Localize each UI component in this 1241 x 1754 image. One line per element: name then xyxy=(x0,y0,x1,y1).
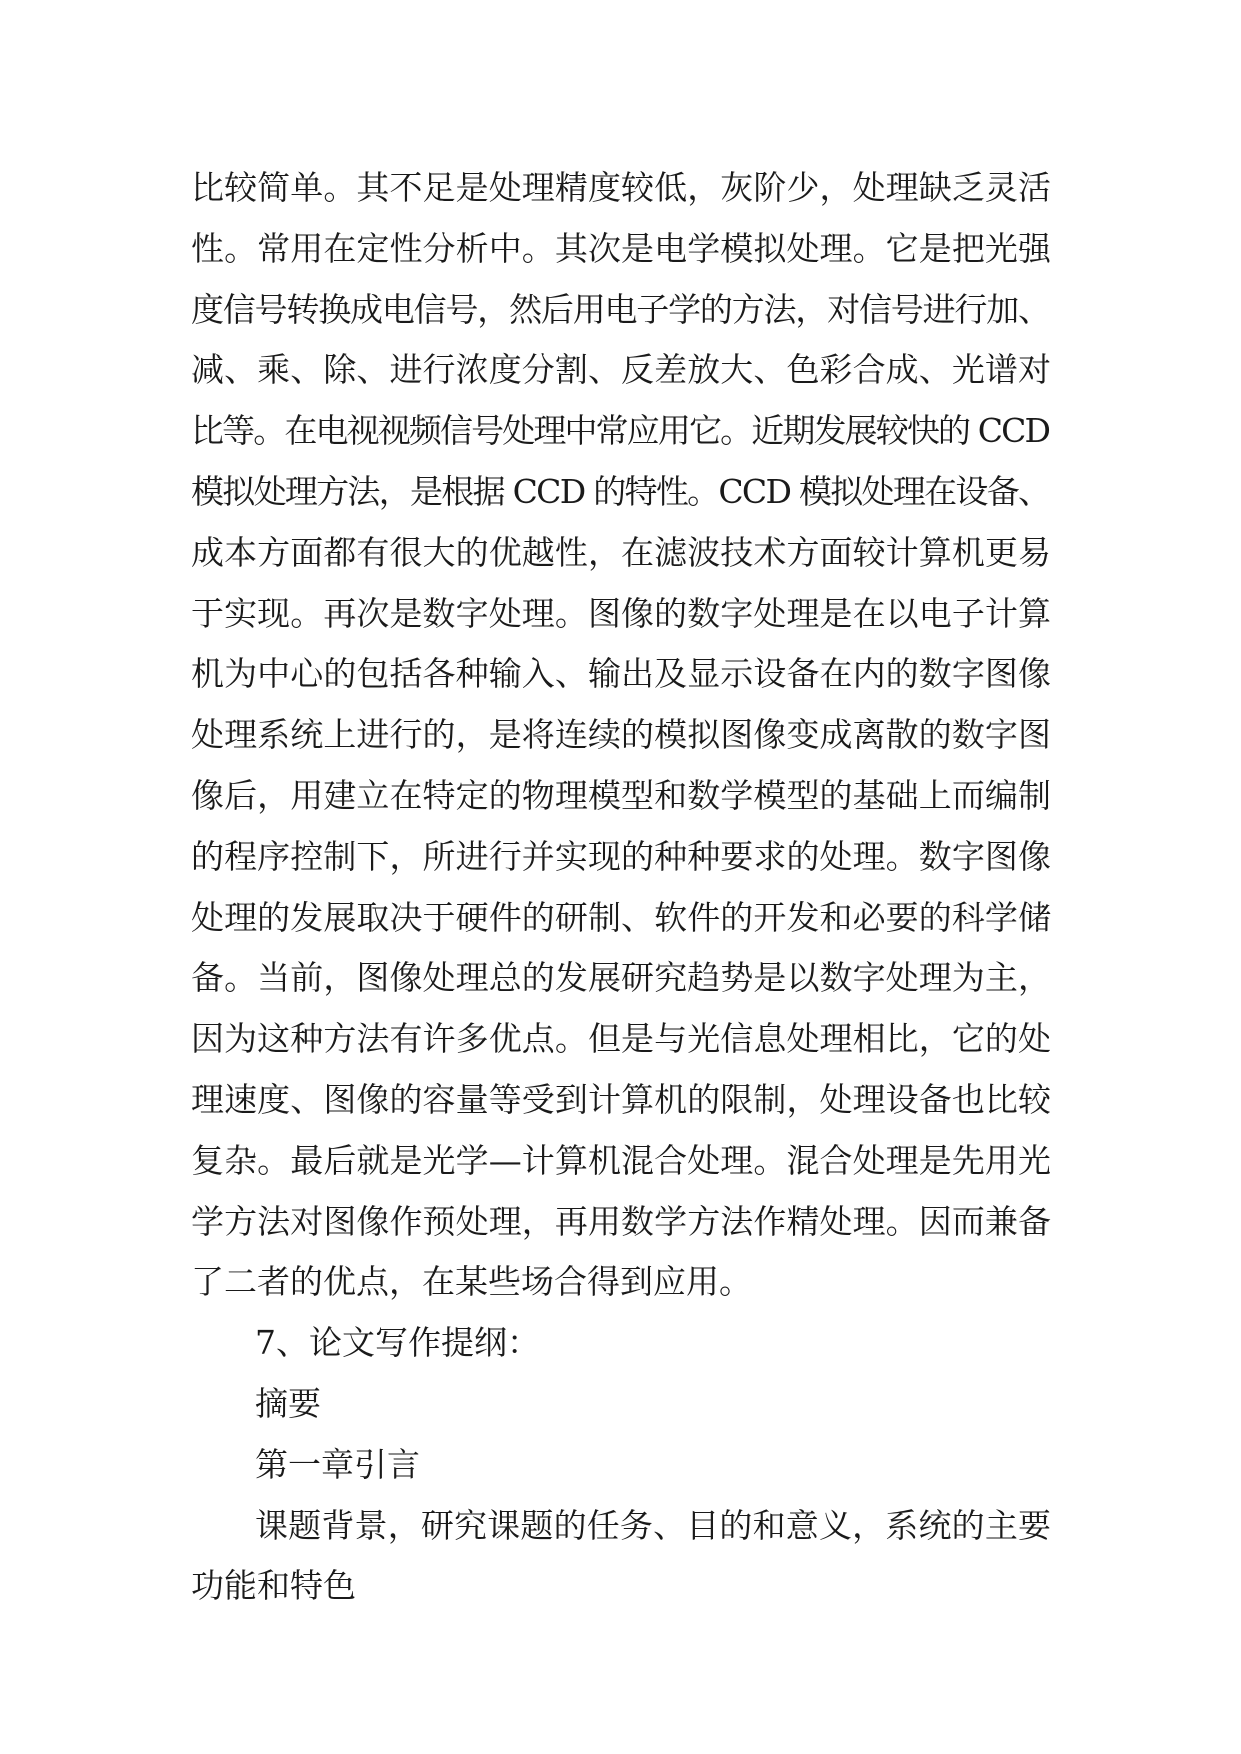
text-line: 比等。在电视视频信号处理中常应用它。近期发展较快的 CCD xyxy=(191,411,1050,451)
text-line: 处理系统上进行的，是将连续的模拟图像变成离散的数字图 xyxy=(191,715,1052,755)
text-line: 因为这种方法有许多优点。但是与光信息处理相比，它的处 xyxy=(191,1019,1052,1059)
text-line: 理速度、图像的容量等受到计算机的限制，处理设备也比较 xyxy=(191,1079,1052,1119)
text-line: 备。当前，图像处理总的发展研究趋势是以数字处理为主， xyxy=(191,958,1052,998)
text-line: 复杂。最后就是光学—计算机混合处理。混合处理是先用光 xyxy=(191,1140,1052,1180)
text-line: 性。常用在定性分析中。其次是电学模拟处理。它是把光强 xyxy=(191,228,1052,268)
text-line: 课题背景，研究课题的任务、目的和意义，系统的主要 xyxy=(255,1505,1052,1545)
text-line: 摘要 xyxy=(255,1383,321,1423)
text-line: 机为中心的包括各种输入、输出及显示设备在内的数字图像 xyxy=(191,654,1052,694)
text-line: 比较简单。其不足是处理精度较低，灰阶少，处理缺乏灵活 xyxy=(191,168,1052,207)
text-line: 处理的发展取决于硬件的研制、软件的开发和必要的科学储 xyxy=(191,897,1052,937)
text-line: 7、论文写作提纲： xyxy=(255,1323,540,1363)
text-line: 功能和特色 xyxy=(191,1566,356,1606)
body-text xyxy=(191,158,1051,1617)
text-line: 第一章引言 xyxy=(255,1444,420,1484)
text-line: 像后，用建立在特定的物理模型和数学模型的基础上而编制 xyxy=(191,775,1052,815)
text-line: 度信号转换成电信号，然后用电子学的方法，对信号进行加、 xyxy=(191,289,1050,329)
text-line: 减、乘、除、进行浓度分割、反差放大、色彩合成、光谱对 xyxy=(191,350,1052,390)
text-line: 了二者的优点，在某些场合得到应用。 xyxy=(191,1262,752,1302)
text-line: 成本方面都有很大的优越性，在滤波技术方面较计算机更易 xyxy=(191,532,1052,572)
text-line: 于实现。再次是数字处理。图像的数字处理是在以电子计算 xyxy=(191,593,1052,633)
text-line: 模拟处理方法，是根据 CCD 的特性。CCD 模拟处理在设备、 xyxy=(191,471,1050,511)
text-line: 的程序控制下，所进行并实现的种种要求的处理。数字图像 xyxy=(191,836,1052,876)
text-line: 学方法对图像作预处理，再用数学方法作精处理。因而兼备 xyxy=(191,1201,1052,1241)
